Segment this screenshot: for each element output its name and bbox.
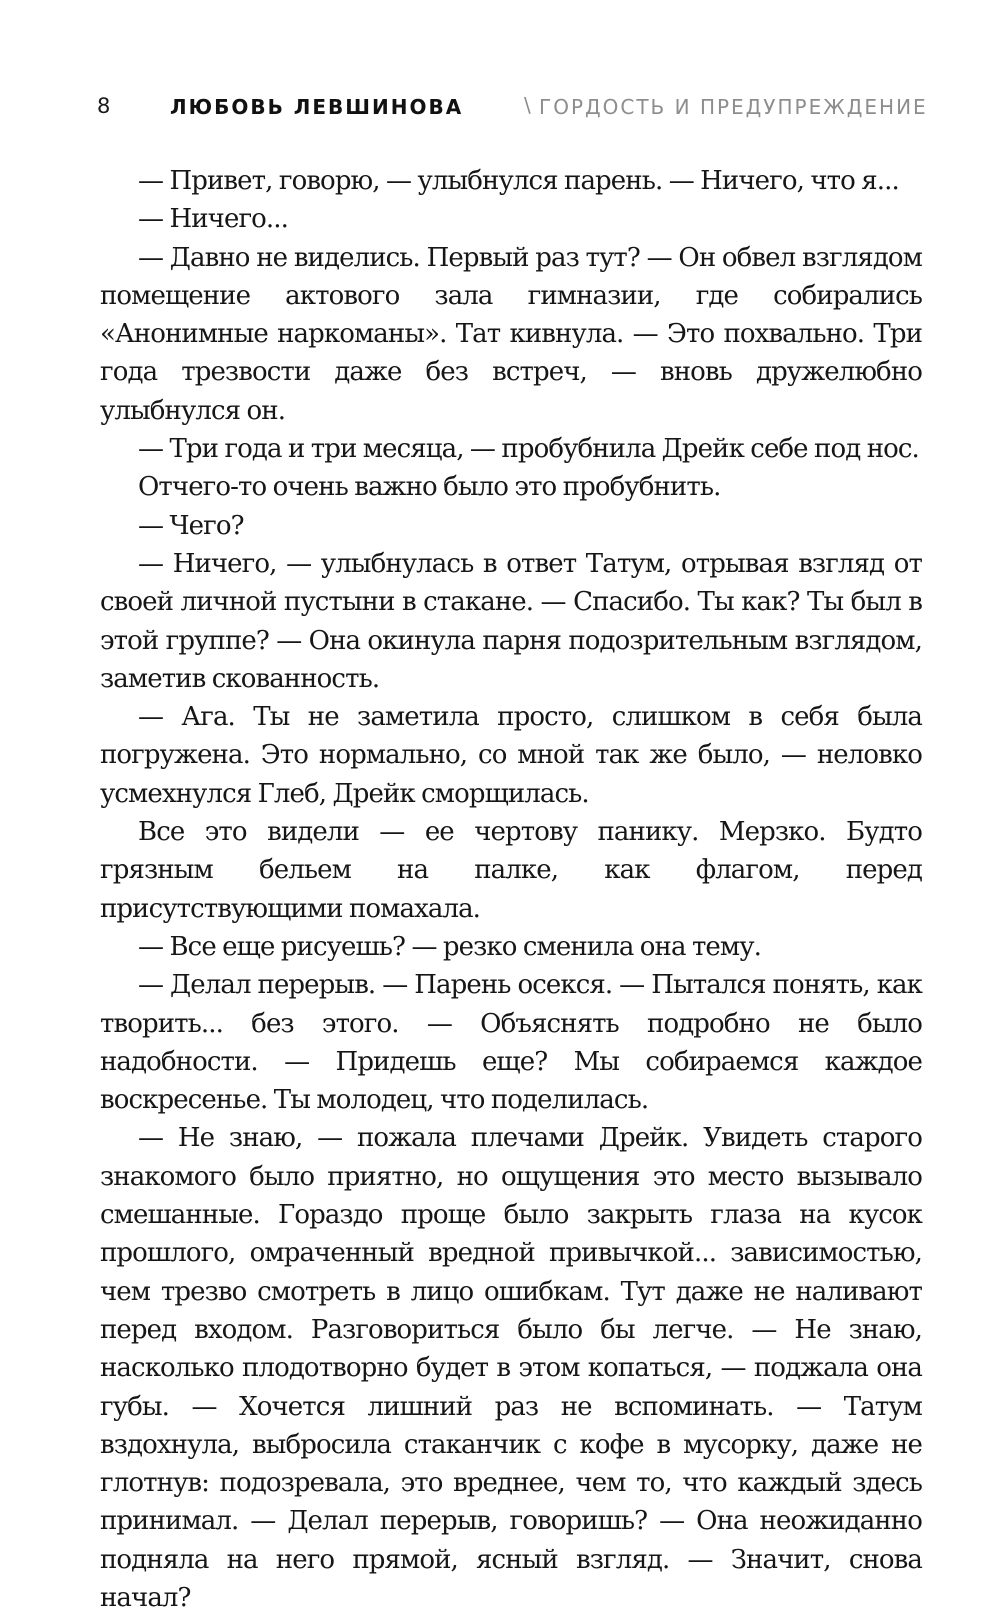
paragraph: — Давно не виделись. Первый раз тут? — Он обвел взглядом помещение актового зала гимназии, где собирались «Анонимные наркоманы». Тат кивнула. — Это похвально. Три года трезвости даже без встреч, — вновь дружелюбно улыбнулся он. xyxy=(100,242,922,426)
paragraph: — Чего? xyxy=(138,510,244,541)
paragraph: — Все еще рисуешь? — резко сменила она тему. xyxy=(138,931,762,962)
body-text xyxy=(100,162,922,1617)
running-header xyxy=(97,91,928,127)
paragraph: Все это видели — ее чертову панику. Мерзко. Будто грязным бельем на палке, как флагом, перед присутствующими помахала. xyxy=(100,817,922,924)
header-separator: \ xyxy=(524,93,531,117)
book-title: ГОРДОСТЬ И ПРЕДУПРЕЖДЕНИЕ xyxy=(539,95,928,119)
paragraph: — Привет, говорю, — улыбнулся парень. — Ничего, что я... xyxy=(138,166,899,196)
paragraph: — Не знаю, — пожала плечами Дрейк. Увидеть старого знакомого было приятно, но ощущения это место вызывало смешанные. Гораздо проще было закрыть глаза на кусок прошлого, омраченный вредной привычкой... зависимостью, чем трезво смотреть в лицо ошибкам. Тут даже не наливают перед входом. Разговориться было бы легче. — Не знаю, насколько плодотворно будет в этом копаться, — поджала она губы. — Хочется лишний раз не вспоминать. — Татум вздохнула, выбросила стаканчик с кофе в мусорку, даже не глотнув: подозревала, это вреднее, чем то, что каждый здесь принимал. — Делал перерыв, говоришь? — Она неожиданно подняла на него прямой, ясный взгляд. — Значит, снова начал? xyxy=(100,1123,922,1613)
paragraph: — Делал перерыв. — Парень осекся. — Пытался понять, как творить... без этого. — Объяснять подробно не было надобности. — Придешь еще? Мы собираемся каждое воскресенье. Ты молодец, что поделилась. xyxy=(100,970,922,1116)
paragraph: — Ага. Ты не заметила просто, слишком в себя была погружена. Это нормально, со мной так же было, — неловко усмехнулся Глеб, Дрейк сморщилась. xyxy=(100,702,922,809)
paragraph: — Ничего... xyxy=(138,204,289,235)
paragraph: — Три года и три месяца, — пробубнила Дрейк себе под нос. xyxy=(138,434,919,465)
author-name: ЛЮБОВЬ ЛЕВШИНОВА xyxy=(170,95,464,119)
paragraph: Отчего-то очень важно было это пробубнить. xyxy=(138,472,721,503)
page-number: 8 xyxy=(97,94,111,118)
paragraph: — Ничего, — улыбнулась в ответ Татум, отрывая взгляд от своей личной пустыни в стакане. — Спасибо. Ты как? Ты был в этой группе? — Она окинула парня подозрительным взглядом, заметив скованность. xyxy=(100,548,922,694)
